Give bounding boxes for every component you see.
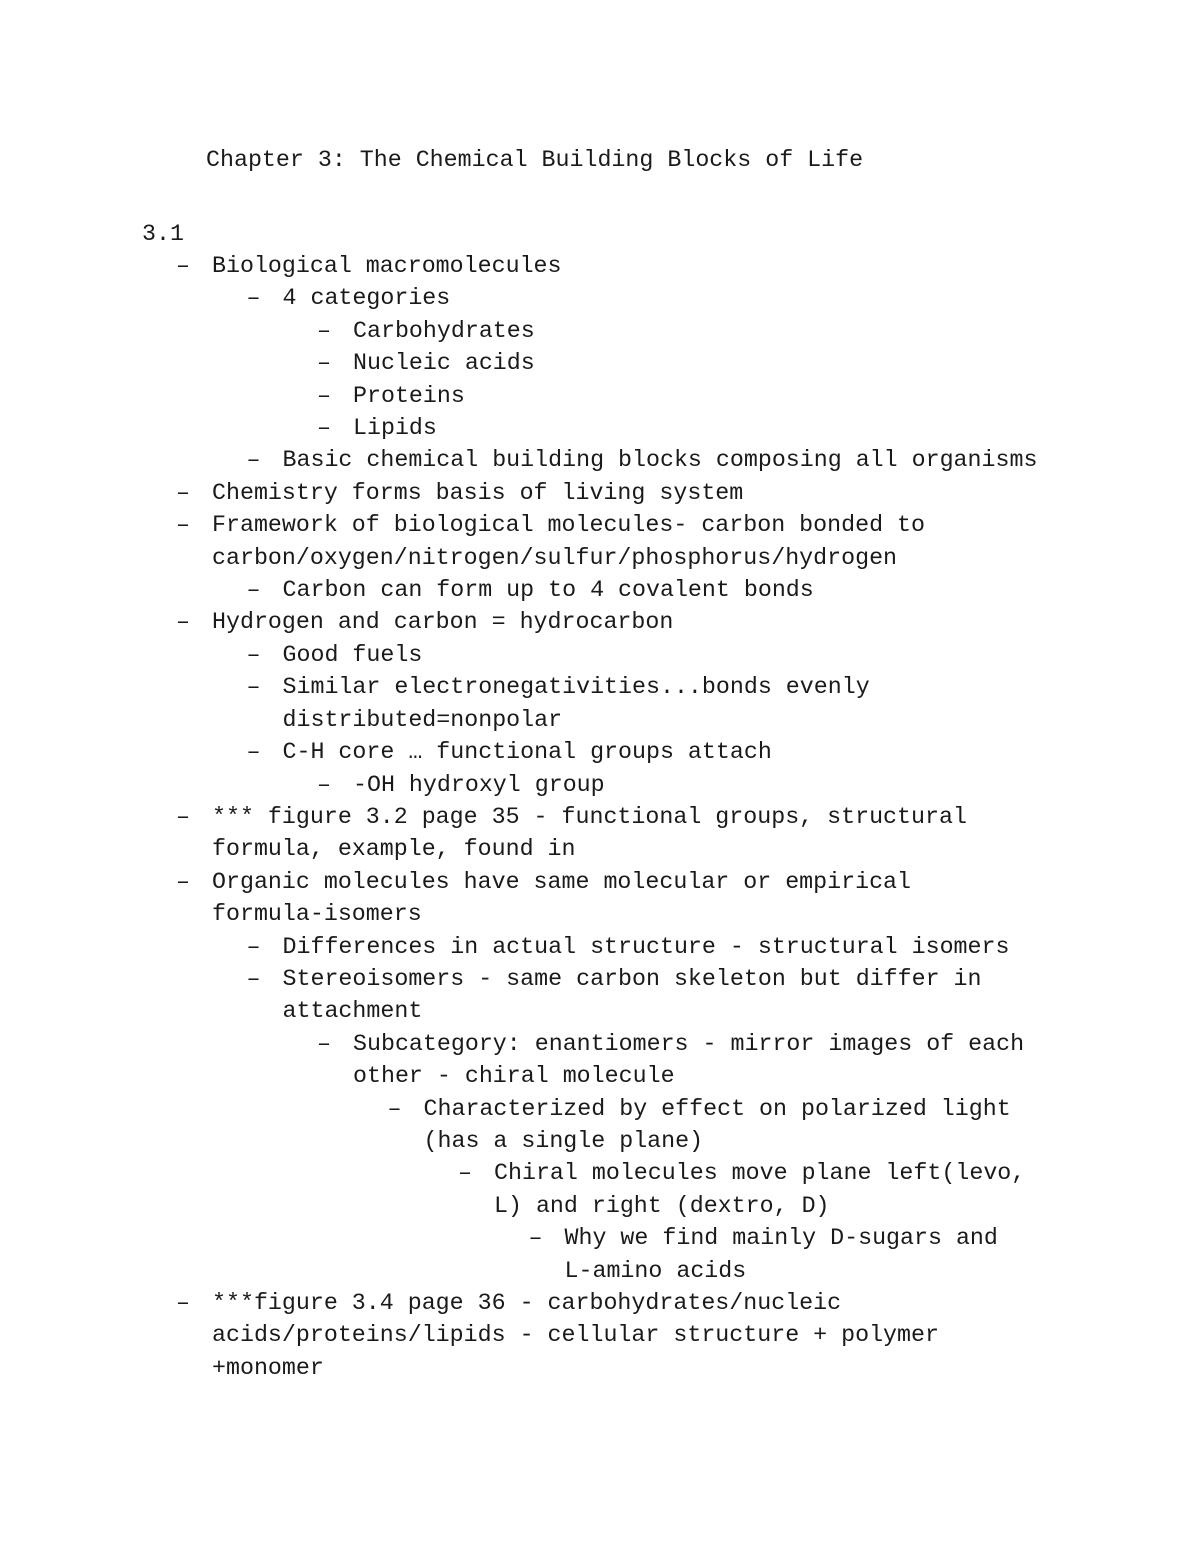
outline-item	[0, 1093, 1200, 1158]
outline-item	[0, 380, 1200, 412]
outline-item	[0, 250, 1200, 282]
page-title: Chapter 3: The Chemical Building Blocks of Life	[206, 147, 864, 173]
outline-item-text: formula, example, found in	[212, 836, 576, 863]
outline-item-text: -OH hydroxyl group	[353, 771, 605, 798]
bullet-dash: –	[317, 415, 331, 442]
outline-item-text: 4 categories	[282, 285, 451, 312]
outline-item	[0, 315, 1200, 347]
outline-item-text: Organic molecules have same molecular or empirical	[212, 868, 912, 895]
outline-item	[0, 866, 1200, 931]
outline-item	[0, 509, 1200, 574]
outline-item	[0, 1287, 1200, 1384]
section-number: 3.1	[142, 221, 184, 247]
outline-item-text: Subcategory: enantiomers - mirror images of each	[353, 1030, 1025, 1057]
outline-item	[0, 769, 1200, 801]
bullet-dash: –	[176, 253, 190, 279]
outline-item-text: Basic chemical building blocks composing all organisms	[282, 447, 1038, 474]
outline-item	[0, 574, 1200, 606]
bullet-dash: –	[317, 1030, 331, 1057]
outline-item	[0, 444, 1200, 476]
outline-item-text: Chemistry forms basis of living system	[212, 479, 744, 506]
bullet-dash: –	[246, 933, 261, 960]
outline-item-text: Differences in actual structure - structural isomers	[282, 933, 1010, 960]
outline-item-text: (has a single plane)	[423, 1127, 704, 1154]
outline-item-text: *** figure 3.2 page 35 - functional groups, structural	[212, 803, 967, 830]
bullet-dash: –	[246, 577, 261, 604]
bullet-dash: –	[246, 641, 261, 668]
outline-item-text: Chiral molecules move plane left(levo,	[494, 1160, 1026, 1187]
outline-item	[0, 736, 1200, 768]
outline-item-text: Carbohydrates	[353, 317, 535, 344]
outline-item-text: carbon/oxygen/nitrogen/sulfur/phosphorus/hydrogen	[212, 544, 898, 571]
outline-item-text: L) and right (dextro, D)	[494, 1192, 830, 1219]
bullet-dash: –	[528, 1225, 543, 1252]
bullet-dash: –	[458, 1160, 472, 1187]
bullet-dash: –	[317, 350, 331, 377]
outline-item-text: Framework of biological molecules- carbon bonded to	[212, 512, 926, 539]
outline-item-text: Why we find mainly D-sugars and	[564, 1225, 998, 1252]
outline-item	[0, 931, 1200, 963]
outline-item	[0, 801, 1200, 866]
outline-item-text: formula-isomers	[212, 901, 422, 928]
outline-item-text: C-H core … functional groups attach	[282, 739, 772, 766]
bullet-dash: –	[317, 317, 331, 344]
bullet-dash: –	[176, 512, 190, 539]
outline-item-text: distributed=nonpolar	[282, 706, 563, 733]
outline-item-text: other - chiral molecule	[353, 1063, 675, 1090]
outline-item	[0, 282, 1200, 314]
bullet-dash: –	[246, 447, 261, 474]
outline-item-text: Biological macromolecules	[212, 253, 562, 279]
outline-item-text: acids/proteins/lipids - cellular structure + polymer	[212, 1322, 939, 1349]
outline-item	[0, 1157, 1200, 1222]
bullet-dash: –	[317, 771, 331, 798]
outline-item-text: Stereoisomers - same carbon skeleton but differ in	[282, 965, 982, 992]
outline-item-text: +monomer	[212, 1354, 324, 1381]
outline-item	[0, 606, 1200, 638]
outline-item	[0, 1222, 1200, 1287]
bullet-dash: –	[246, 674, 261, 701]
bullet-dash: –	[387, 1095, 402, 1122]
outline-item	[0, 639, 1200, 671]
outline-item-text: Lipids	[353, 415, 437, 442]
outline-item-text: attachment	[282, 998, 423, 1025]
outline-item-text: Carbon can form up to 4 covalent bonds	[282, 577, 814, 604]
bullet-dash: –	[317, 382, 331, 409]
outline-item	[0, 347, 1200, 379]
outline-list	[0, 250, 1200, 1384]
bullet-dash: –	[176, 1290, 190, 1316]
bullet-dash: –	[246, 739, 261, 766]
outline-item	[0, 412, 1200, 444]
bullet-dash: –	[176, 803, 190, 830]
outline-item	[0, 1028, 1200, 1093]
outline-item-text: Nucleic acids	[353, 350, 535, 377]
outline-item-text: Good fuels	[282, 641, 423, 668]
outline-item-text: Proteins	[353, 382, 465, 409]
outline-item	[0, 963, 1200, 1028]
outline-item-text: L-amino acids	[564, 1257, 747, 1284]
outline-item	[0, 477, 1200, 509]
bullet-dash: –	[176, 868, 190, 895]
bullet-dash: –	[246, 965, 261, 992]
bullet-dash: –	[176, 609, 190, 636]
outline-item-text: ***figure 3.4 page 36 - carbohydrates/nucleic	[212, 1290, 842, 1316]
outline-item-text: Similar electronegativities...bonds evenly	[282, 674, 870, 701]
bullet-dash: –	[176, 479, 190, 506]
bullet-dash: –	[246, 285, 261, 312]
outline-item-text: Hydrogen and carbon = hydrocarbon	[212, 609, 674, 636]
outline-item-text: Characterized by effect on polarized light	[423, 1095, 1011, 1122]
outline-item	[0, 671, 1200, 736]
